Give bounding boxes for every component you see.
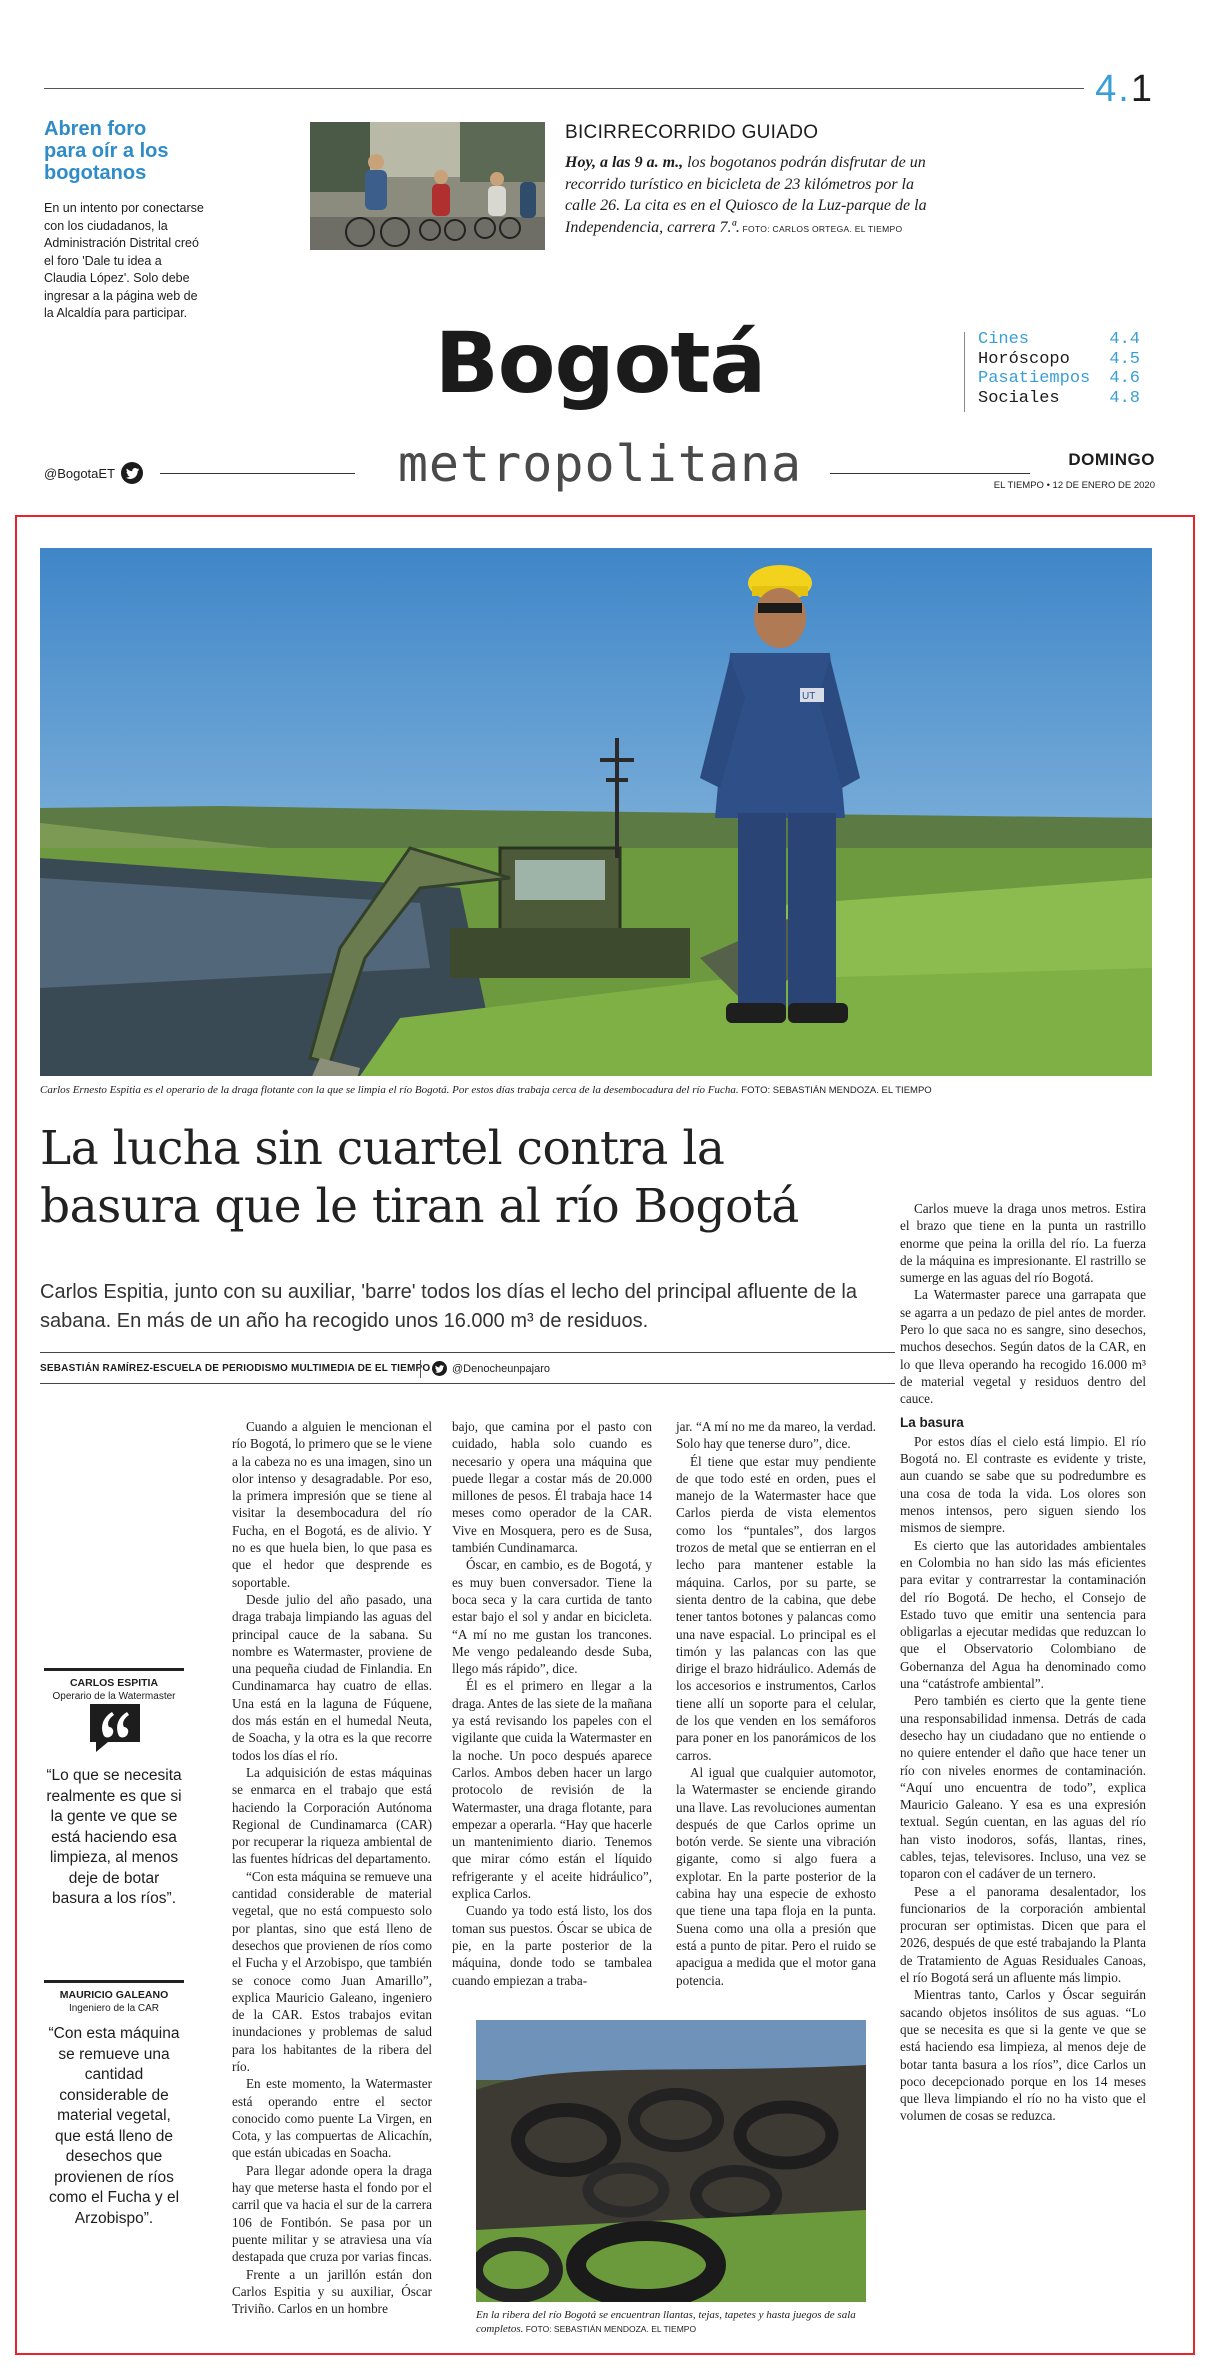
paragraph: Cuando ya todo está listo, los dos toman sus puestos. Óscar se ubica de pie, en la parte posterior de la máquina, donde todo se tambalea cuando empiezan a traba- (452, 1903, 652, 1988)
pull-quote-1-attribution (44, 1668, 184, 1703)
byline-twitter-handle: @Denocheunpajaro (452, 1362, 551, 1375)
article-deck: Carlos Espitia, junto con su auxiliar, 'barre' todos los días el lecho del principal afluente de la sabana. En más de un año ha recogido unos 16.000 m³ de residuos. (40, 1281, 857, 1332)
masthead-rule-right (830, 473, 1030, 474)
paragraph: La Watermaster parece una garrapata que se agarra a un pedazo de piel antes de morder. Pero lo que saca no es sangre, sino desechos, muchos desechos. Según datos de la CAR, en lo que lleva operando ha recogido 16.000 m³ de material vegetal y residuos dentro del cauce. (900, 1287, 1146, 1407)
twitter-handle-text: @BogotaET (44, 465, 116, 481)
paragraph: Cuando a alguien le mencionan el río Bogotá, lo primero que se le viene a la cabeza no es una imagen, sino un olor intenso y desagradable. Por eso, la primera impresión que se tiene al visitar la desembocadura del río Fucha, en el Bogotá, es de alivio. Y no es que huela bien, lo que pasa es que el hedor que desprende es soportable. (232, 1419, 432, 1590)
hero-photo (40, 548, 1152, 1076)
pull-quote-2-role: Ingeniero de la CAR (68, 2003, 160, 2014)
article-byline: SEBASTIÁN RAMÍREZ-ESCUELA DE PERIODISMO MULTIMEDIA DE EL TIEMPO (40, 1363, 431, 1374)
section-page-number: 4.1 (1095, 68, 1154, 110)
pull-quote-2-text: “Con esta máquina se remueve una cantidad considerable de material vegetal, que está lleno de desechos que provienen de ríos como el Fucha y el Arzobispo”. (48, 2025, 180, 2227)
pull-quote-1-role: Operario de la Watermaster (52, 1691, 176, 1702)
paragraph: Por estos días el cielo está limpio. El río Bogotá no. El contraste es evidente y triste, aun cuando se sabe que su podredumbre es una cosa de toda la vida. Los olores son menos intensos, pero siguen siendo los mismos de siempre. (900, 1433, 1146, 1536)
paragraph: Carlos mueve la draga unos metros. Estira el brazo que tiene en la punta un rastrillo enorme que peina la orilla del río. La fuerza de la máquina es impresionante. El rastrillo se sumerge en las aguas del río Bogotá. (900, 1201, 1146, 1286)
index-item-sociales[interactable]: Sociales 4.8 (978, 388, 1140, 408)
pull-quote-2-attribution (44, 1980, 184, 2015)
day-label: DOMINGO (1068, 450, 1155, 469)
masthead-title: Bogotá (434, 314, 766, 412)
vest-logo: UT (802, 691, 816, 702)
paragraph: Pero también es cierto que la gente tiene una responsabilidad inmensa. Detrás de cada desecho hay un ciudadano que no entiende o no quiere entender el daño que hace tener un río con niveles enormes de contaminación. “Aquí uno encuentra de todo”, explica Mauricio Galeano. Y esa es una expresión textual. Según cuentan, en las aguas del río han visto inodoros, sofás, llantas, rines, cables, tejas, televisores. Incluso, una vez se toparon con el cadáver de un ternero. (900, 1693, 1146, 1882)
byline-rule-top (40, 1352, 895, 1353)
masthead-rule-left (160, 473, 355, 474)
paragraph: Es cierto que las autoridades ambientales en Colombia no han sido las más eficientes para evitar y contrarrestar la contaminación del río Bogotá. De hecho, el Consejo de Estado tuvo que emitir una sentencia para obligarlas a ejecutar medidas que reduzcan lo que el Observatorio Colombiano de Gobernanza del Agua ha denominado como una “catástrofe ambiental”. (900, 1537, 1146, 1692)
subhead: La basura (900, 1414, 964, 1430)
index-item-pasatiempos[interactable]: Pasatiempos 4.6 (978, 369, 1140, 388)
promo-headline: Abren foro para oír a los bogotanos (44, 118, 169, 184)
promo-text: En un intento por conectarse con los ciudadanos, la Administración Distrital creó el foro 'Dale tu idea a Claudia López'. Solo debe ingresar a la página web de la Alcaldía para participar. (44, 201, 204, 320)
date-line: EL TIEMPO • 12 DE ENERO DE 2020 (993, 480, 1155, 491)
byline-twitter (432, 1361, 550, 1376)
bike-tour-photo (310, 122, 545, 250)
paragraph: “Con esta máquina se remueve una cantidad considerable de material vegetal, que no está compuesto solo por plantas, sino que está lleno de desechos que provienen de ríos como el Fucha y el Arzobispo, que también se conoce como Juan Amarillo”, explica Mauricio Galeano, ingeniero de la CAR. Estos trabajos evitan inundaciones y problemas de salud para los habitantes de la ribera del río. (232, 1868, 432, 2074)
top-rule (44, 88, 1084, 89)
paragraph: En este momento, la Watermaster está operando entre el sector conocido como puente La Virgen, en Cota, y las compuertas de Alicachín, que están ubicadas en Soacha. (232, 2076, 432, 2161)
hero-caption: Carlos Ernesto Espitia es el operario de la draga flotante con la que se limpia el río Bogotá. Por estos días trabaja cerca de la desembocadura del río Fucha. FOTO: SEBASTIÁN MENDOZA. EL TIEMPO (40, 1084, 932, 1096)
paragraph: Para llegar adonde opera la draga hay que meterse hasta el fondo por el carril que va hacia el sur de la carrera 106 de Fontibón. Se pasa por un puente militar y se atraviesa una vía destapada que cruza por varias fincas. (232, 2162, 432, 2265)
paragraph: Mientras tanto, Carlos y Óscar seguirán sacando objetos insólitos de sus aguas. “Lo que se necesita es que si la gente ve que se está haciendo esa limpieza, al menos deje de botar tanta basura a los ríos”, dice Carlos un poco decepcionado porque en los 14 meses que lleva limpiando el río no ha visto que el volumen de cosas se reduzca. (900, 1987, 1146, 2124)
section-index (964, 330, 1164, 408)
pull-quote-1-text: “Lo que se necesita realmente es que si la gente ve que se está haciendo esa limpieza, al menos deje de botar basura a los ríos”. (46, 1767, 182, 1907)
twitter-icon (121, 462, 143, 484)
twitter-handle (44, 462, 143, 484)
pull-quote-2-name: MAURICIO GALEANO (59, 1989, 169, 2001)
paragraph: La adquisición de estas máquinas se enmarca en el trabajo que está haciendo la Corporación Autónoma Regional de Cundinamarca (CAR) por recuperar la riqueza ambiental de las fuentes hídricas del departamento. (232, 1764, 432, 1867)
body-column-3 (676, 1418, 876, 1989)
body-column-4 (900, 1200, 1146, 2125)
paragraph: Frente a un jarillón están don Carlos Espitia y su auxiliar, Óscar Triviño. Carlos en un hombre (232, 2266, 432, 2317)
index-item-cines[interactable]: Cines 4.4 (978, 330, 1140, 349)
paragraph: Desde julio del año pasado, una draga trabaja limpiando las aguas del principal cauce de la sabana. Su nombre es Watermaster, proviene de una pequeña ciudad de Finlandia. En Cundinamarca hay cuatro de ellas. Una está en la laguna de Fúquene, dos más están en el humedal Neuta, de Soacha, y la otra es la que recorre todos los días el río. (232, 1591, 432, 1763)
index-item-horoscopo[interactable]: Horóscopo 4.5 (978, 349, 1140, 369)
body-column-1 (232, 1418, 432, 2317)
tires-caption: En la ribera del río Bogotá se encuentran llantas, tejas, tapetes y hasta juegos de sala completos. FOTO: SEBASTIÁN MENDOZA. EL TIEMPO (476, 2309, 856, 2335)
body-column-2 (452, 1418, 652, 1989)
paragraph: bajo, que camina por el pasto con cuidado, habla solo cuando es necesario y opera una máquina que puede llegar a costar más de 20.000 millones de pesos. Él trabaja hace 14 meses como operador de la CAR. Vive en Mosquera, pero es de Susa, también Cundinamarca. (452, 1419, 652, 1556)
quote-marks-icon (86, 1700, 144, 1754)
byline-rule-bottom (40, 1383, 895, 1384)
paragraph: jar. “A mí no me da mareo, la verdad. Solo hay que tenerse duro”, dice. (676, 1419, 876, 1452)
article-headline: La lucha sin cuartel contra la basura que le tiran al río Bogotá (40, 1121, 799, 1234)
paragraph: Él es el primero en llegar a la draga. Antes de las siete de la mañana ya está revisando los papeles con el vigilante que cuida la Watermaster en la noche. Un poco después aparece Carlos. Ambos deben hacer un largo protocolo de revisión de la Watermaster, una draga flotante, para empezar a operarla. “Hay que hacerle un mantenimiento diario. Tenemos que mirar cómo están el líquido refrigerante y el aceite hidráulico”, explica Carlos. (452, 1678, 652, 1902)
paragraph: Al igual que cualquier automotor, la Watermaster se enciende girando una llave. Las revoluciones aumentan después de que Carlos oprime un botón verde. Se siente una vibración gigante, como si algo fuera a explotar. En la parte posterior de la cabina hay una especie de exhosto que tiene una tapa floja en la punta. Suena como una olla a presión que está a punto de pitar. Pero el ruido se apacigua a medida que el motor gana potencia. (676, 1764, 876, 1988)
masthead-subtitle: metropolitana (397, 435, 803, 493)
tires-photo (476, 2020, 866, 2302)
paragraph: Él tiene que estar muy pendiente de que todo esté en orden, pues el manejo de la Watermaster hace que Carlos pierda de vista elementos como los “puntales”, dos largos trozos de metal que se entierran en el lecho para mantener estable la máquina. Carlos, por su parte, se sienta dentro de la cabina, que debe tener tantos botones y palancas como una nave espacial. Lo principal es el timón y las palancas con las que dirige el brazo hidráulico. Además de los accesorios e instrumentos, Carlos tiene allí un soporte para el celular, de los que venden en los semáforos para poner en los panorámicos de los carros. (676, 1453, 876, 1763)
paragraph: Óscar, en cambio, es de Bogotá, y es muy buen conversador. Tiene la boca seca y la cara curtida de tanto estar bajo el sol y andar en bicicleta. “A mí no me gustan los trancones. Me vengo pedaleando desde Suba, llego más rápido”, dice. (452, 1557, 652, 1677)
bike-tour-title: BICIRRECORRIDO GUIADO (565, 122, 819, 143)
pull-quote-1-name: CARLOS ESPITIA (69, 1677, 159, 1689)
byline-separator (420, 1360, 421, 1378)
bike-tour-text: Hoy, a las 9 a. m., los bogotanos podrán disfrutar de un recorrido turístico en bicicleta de 23 kilómetros por la calle 26. La cita es en el Quiosco de la Luz-parque de la Independencia, carrera 7.ª. FOTO: CARLOS ORTEGA. EL TIEMPO (565, 154, 927, 236)
twitter-icon (432, 1361, 447, 1376)
paragraph: Pese a el panorama desalentador, los funcionarios de la corporación ambiental procuran ser optimistas. Dicen que para el 2026, después de que esté trabajando la Planta de Tratamiento de Aguas Residuales Canoas, el río Bogotá será un afluente más limpio. (900, 1883, 1146, 1986)
